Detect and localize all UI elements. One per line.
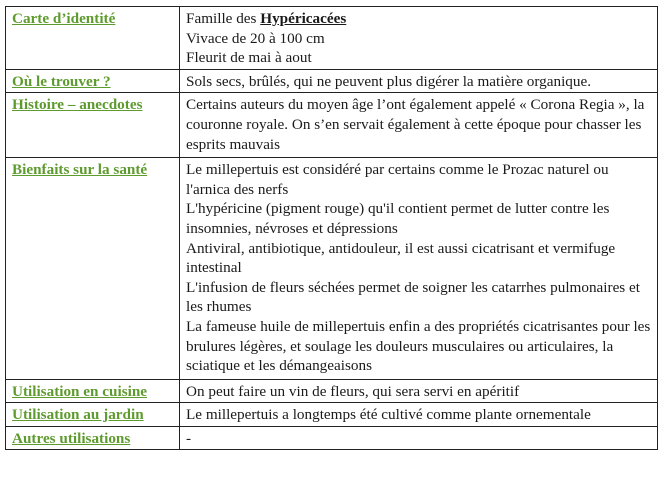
size-line: Vivace de 20 à 100 cm [186,29,325,47]
plant-info-table [5,6,658,450]
table-row-identity [6,7,658,70]
row-heading-link[interactable]: Histoire – anecdotes [12,96,143,114]
health-paragraph: Antiviral, antibiotique, antidouleur, il est aussi cicatrisant et vermifuge intestinal [186,239,616,277]
row-heading-link[interactable]: Utilisation au jardin [12,406,144,424]
row-heading-link[interactable]: Utilisation en cuisine [12,382,148,400]
row-value-cell [180,93,658,158]
table-row-location [6,69,658,93]
health-paragraph: Le millepertuis est considéré par certains comme le Prozac naturel ou l'arnica des nerfs [186,161,609,198]
family-prefix: Famille des [186,10,261,27]
row-heading-cell [6,426,180,450]
row-heading-cell [6,7,180,70]
family-name: Hypéricacées [260,10,347,27]
table-row-cooking [6,379,658,403]
table-row-other [6,426,658,450]
row-text: Certains auteurs du moyen âge l’ont également appelé « Corona Regia », la couronne royale. On s’en servait également à cette époque pour chasser les esprits mauvais [186,96,645,153]
row-heading-cell [6,403,180,427]
row-text: - [186,429,192,447]
row-heading-link[interactable]: Autres utilisations [12,429,131,447]
row-heading-link[interactable]: Où le trouver ? [12,72,111,90]
row-heading-link[interactable]: Carte d’identité [12,10,116,27]
health-paragraph: L'infusion de fleurs séchées permet de soigner les catarrhes pulmonaires et les rhumes [186,278,640,316]
row-heading-link[interactable]: Bienfaits sur la santé [12,161,148,179]
row-value-cell [180,403,658,427]
row-text: Sols secs, brûlés, qui ne peuvent plus digérer la matière organique. [186,72,592,90]
row-value-cell [180,7,658,70]
row-text: Le millepertuis a longtemps été cultivé comme plante ornementale [186,406,591,424]
row-value-cell [180,69,658,93]
row-heading-cell [6,93,180,158]
health-paragraph: La fameuse huile de millepertuis enfin a des propriétés cicatrisantes pour les brulures légères, et soulage les douleurs musculaires ou articulaires, la sciatique et les démangeaisons [186,317,651,375]
row-value-cell [180,158,658,380]
table-row-history [6,93,658,158]
row-value-cell [180,379,658,403]
row-text: On peut faire un vin de fleurs, qui sera servi en apéritif [186,382,520,400]
health-paragraph: L'hypéricine (pigment rouge) qu'il contient permet de lutter contre les insomnies, névroses et dépressions [186,200,610,237]
row-heading-cell [6,158,180,380]
row-heading-cell [6,379,180,403]
family-line [186,9,651,29]
row-heading-cell [6,69,180,93]
plant-info-document [5,6,657,450]
table-row-garden [6,403,658,427]
bloom-line: Fleurit de mai à aout [186,49,312,67]
table-row-health [6,158,658,380]
row-value-cell [180,426,658,450]
